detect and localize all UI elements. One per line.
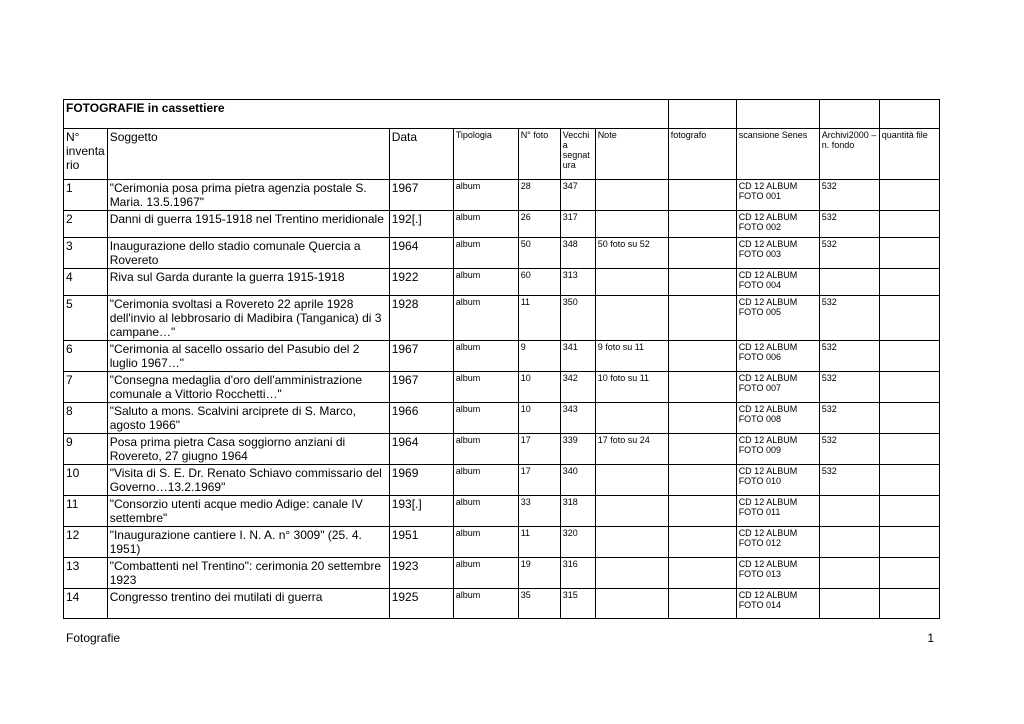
inventory-cell: 2 — [64, 211, 108, 238]
notes-cell — [595, 269, 668, 296]
header-notes: Note — [595, 129, 668, 180]
old-signature-cell: 342 — [560, 372, 595, 403]
old-signature-cell: 317 — [560, 211, 595, 238]
header-row — [64, 129, 940, 180]
notes-cell — [595, 558, 668, 589]
old-signature-cell: 316 — [560, 558, 595, 589]
subject-cell: "Combattenti nel Trentino": cerimonia 20 settembre 1923 — [107, 558, 389, 589]
table-title: FOTOGRAFIE in cassettiere — [64, 100, 669, 129]
photo-count-cell: 9 — [518, 341, 560, 372]
notes-cell — [595, 180, 668, 211]
type-cell: album — [453, 180, 518, 211]
inventory-cell: 6 — [64, 341, 108, 372]
old-signature-cell: 318 — [560, 496, 595, 527]
header-old-signature: Vecchi a segnat ura — [560, 129, 595, 180]
date-cell: 193[.] — [389, 496, 453, 527]
archive-cell: 532 — [819, 434, 879, 465]
type-cell: album — [453, 434, 518, 465]
old-signature-cell: 339 — [560, 434, 595, 465]
subject-cell: Posa prima pietra Casa soggiorno anziani di Rovereto, 27 giugno 1964 — [107, 434, 389, 465]
photographer-cell — [668, 403, 736, 434]
photo-count-cell: 50 — [518, 238, 560, 269]
inventory-cell: 4 — [64, 269, 108, 296]
photo-inventory-table — [63, 99, 940, 619]
table-row — [64, 211, 940, 238]
file-count-cell — [879, 341, 939, 372]
table-row — [64, 238, 940, 269]
subject-cell: Congresso trentino dei mutilati di guerra — [107, 589, 389, 619]
scan-cell: CD 12 ALBUM FOTO 005 — [736, 296, 819, 341]
notes-cell — [595, 527, 668, 558]
type-cell: album — [453, 465, 518, 496]
inventory-cell: 5 — [64, 296, 108, 341]
archive-cell: 532 — [819, 296, 879, 341]
file-count-cell — [879, 238, 939, 269]
date-cell: 1964 — [389, 238, 453, 269]
inventory-cell: 10 — [64, 465, 108, 496]
archive-cell — [819, 527, 879, 558]
table-row — [64, 341, 940, 372]
table-row — [64, 403, 940, 434]
date-cell: 1966 — [389, 403, 453, 434]
date-cell: 192[.] — [389, 211, 453, 238]
file-count-cell — [879, 465, 939, 496]
photo-count-cell: 10 — [518, 403, 560, 434]
file-count-cell — [879, 403, 939, 434]
header-photo-count: N° foto — [518, 129, 560, 180]
archive-cell: 532 — [819, 211, 879, 238]
notes-cell: 10 foto su 11 — [595, 372, 668, 403]
header-date: Data — [389, 129, 453, 180]
old-signature-cell: 343 — [560, 403, 595, 434]
file-count-cell — [879, 211, 939, 238]
date-cell: 1951 — [389, 527, 453, 558]
type-cell: album — [453, 269, 518, 296]
photographer-cell — [668, 589, 736, 619]
type-cell: album — [453, 238, 518, 269]
inventory-cell: 1 — [64, 180, 108, 211]
photo-count-cell: 17 — [518, 434, 560, 465]
subject-cell: "Visita di S. E. Dr. Renato Schiavo commissario del Governo…13.2.1969" — [107, 465, 389, 496]
scan-cell: CD 12 ALBUM FOTO 002 — [736, 211, 819, 238]
scan-cell: CD 12 ALBUM FOTO 014 — [736, 589, 819, 619]
title-empty-cell — [879, 100, 939, 129]
photographer-cell — [668, 180, 736, 211]
table-row — [64, 527, 940, 558]
inventory-cell: 12 — [64, 527, 108, 558]
notes-cell — [595, 589, 668, 619]
table-row — [64, 372, 940, 403]
archive-cell: 532 — [819, 238, 879, 269]
old-signature-cell: 320 — [560, 527, 595, 558]
old-signature-cell: 350 — [560, 296, 595, 341]
photo-count-cell: 26 — [518, 211, 560, 238]
notes-cell: 9 foto su 11 — [595, 341, 668, 372]
photographer-cell — [668, 434, 736, 465]
table-row — [64, 589, 940, 619]
old-signature-cell: 340 — [560, 465, 595, 496]
archive-cell: 532 — [819, 403, 879, 434]
type-cell: album — [453, 589, 518, 619]
subject-cell: Riva sul Garda durante la guerra 1915-1918 — [107, 269, 389, 296]
subject-cell: "Consegna medaglia d'oro dell'amministrazione comunale a Vittorio Rocchetti…" — [107, 372, 389, 403]
type-cell: album — [453, 341, 518, 372]
type-cell: album — [453, 558, 518, 589]
scan-cell: CD 12 ALBUM FOTO 013 — [736, 558, 819, 589]
type-cell: album — [453, 372, 518, 403]
photographer-cell — [668, 211, 736, 238]
subject-cell: "Cerimonia svoltasi a Rovereto 22 aprile 1928 dell'invio al lebbrosario di Madibira (Tanganica) di 3 campane…" — [107, 296, 389, 341]
title-empty-cell — [736, 100, 819, 129]
photo-count-cell: 11 — [518, 527, 560, 558]
type-cell: album — [453, 527, 518, 558]
file-count-cell — [879, 434, 939, 465]
photographer-cell — [668, 465, 736, 496]
date-cell: 1969 — [389, 465, 453, 496]
header-type: Tipologia — [453, 129, 518, 180]
file-count-cell — [879, 589, 939, 619]
notes-cell — [595, 496, 668, 527]
scan-cell: CD 12 ALBUM FOTO 010 — [736, 465, 819, 496]
photo-count-cell: 28 — [518, 180, 560, 211]
scan-cell: CD 12 ALBUM FOTO 003 — [736, 238, 819, 269]
table-row — [64, 434, 940, 465]
subject-cell: Inaugurazione dello stadio comunale Quercia a Rovereto — [107, 238, 389, 269]
archive-cell: 532 — [819, 372, 879, 403]
title-empty-cell — [819, 100, 879, 129]
notes-cell — [595, 465, 668, 496]
inventory-cell: 3 — [64, 238, 108, 269]
scan-cell: CD 12 ALBUM FOTO 012 — [736, 527, 819, 558]
photographer-cell — [668, 558, 736, 589]
archive-cell — [819, 269, 879, 296]
table-row — [64, 269, 940, 296]
photo-count-cell: 60 — [518, 269, 560, 296]
date-cell: 1964 — [389, 434, 453, 465]
notes-cell: 17 foto su 24 — [595, 434, 668, 465]
file-count-cell — [879, 296, 939, 341]
subject-cell: "Cerimonia posa prima pietra agenzia postale S. Maria. 13.5.1967" — [107, 180, 389, 211]
type-cell: album — [453, 296, 518, 341]
header-inventory: N° inventa rio — [64, 129, 108, 180]
date-cell: 1967 — [389, 341, 453, 372]
archive-cell: 532 — [819, 180, 879, 211]
subject-cell: "Consorzio utenti acque medio Adige: canale IV settembre" — [107, 496, 389, 527]
file-count-cell — [879, 558, 939, 589]
file-count-cell — [879, 372, 939, 403]
file-count-cell — [879, 180, 939, 211]
photo-count-cell: 19 — [518, 558, 560, 589]
inventory-cell: 7 — [64, 372, 108, 403]
footer-page-number: 1 — [927, 631, 934, 645]
scan-cell: CD 12 ALBUM FOTO 004 — [736, 269, 819, 296]
footer-section-title: Fotografie — [66, 631, 121, 645]
photo-count-cell: 11 — [518, 296, 560, 341]
header-subject: Soggetto — [107, 129, 389, 180]
date-cell: 1967 — [389, 372, 453, 403]
date-cell: 1925 — [389, 589, 453, 619]
notes-cell — [595, 211, 668, 238]
archive-cell — [819, 558, 879, 589]
scan-cell: CD 12 ALBUM FOTO 007 — [736, 372, 819, 403]
subject-cell: "Cerimonia al sacello ossario del Pasubio del 2 luglio 1967…" — [107, 341, 389, 372]
photo-count-cell: 17 — [518, 465, 560, 496]
photographer-cell — [668, 238, 736, 269]
date-cell: 1928 — [389, 296, 453, 341]
inventory-cell: 13 — [64, 558, 108, 589]
archive-cell: 532 — [819, 341, 879, 372]
photo-count-cell: 35 — [518, 589, 560, 619]
table-row — [64, 296, 940, 341]
old-signature-cell: 348 — [560, 238, 595, 269]
scan-cell: CD 12 ALBUM FOTO 001 — [736, 180, 819, 211]
header-photographer: fotografo — [668, 129, 736, 180]
date-cell: 1923 — [389, 558, 453, 589]
notes-cell — [595, 403, 668, 434]
photographer-cell — [668, 341, 736, 372]
photographer-cell — [668, 372, 736, 403]
photographer-cell — [668, 269, 736, 296]
subject-cell: "Inaugurazione cantiere I. N. A. n° 3009" (25. 4. 1951) — [107, 527, 389, 558]
inventory-cell: 11 — [64, 496, 108, 527]
table-row — [64, 465, 940, 496]
notes-cell — [595, 296, 668, 341]
date-cell: 1967 — [389, 180, 453, 211]
photo-count-cell: 10 — [518, 372, 560, 403]
old-signature-cell: 313 — [560, 269, 595, 296]
photographer-cell — [668, 527, 736, 558]
table-row — [64, 558, 940, 589]
inventory-cell: 9 — [64, 434, 108, 465]
archive-cell — [819, 589, 879, 619]
title-empty-cell — [668, 100, 736, 129]
photographer-cell — [668, 296, 736, 341]
header-scan: scansione Senes — [736, 129, 819, 180]
table-row — [64, 180, 940, 211]
inventory-cell: 8 — [64, 403, 108, 434]
scan-cell: CD 12 ALBUM FOTO 008 — [736, 403, 819, 434]
subject-cell: Danni di guerra 1915-1918 nel Trentino meridionale — [107, 211, 389, 238]
old-signature-cell: 347 — [560, 180, 595, 211]
old-signature-cell: 315 — [560, 589, 595, 619]
scan-cell: CD 12 ALBUM FOTO 011 — [736, 496, 819, 527]
table-row — [64, 496, 940, 527]
type-cell: album — [453, 403, 518, 434]
photographer-cell — [668, 496, 736, 527]
photo-count-cell: 33 — [518, 496, 560, 527]
file-count-cell — [879, 527, 939, 558]
archive-cell: 532 — [819, 465, 879, 496]
scan-cell: CD 12 ALBUM FOTO 009 — [736, 434, 819, 465]
scan-cell: CD 12 ALBUM FOTO 006 — [736, 341, 819, 372]
title-row — [64, 100, 940, 129]
notes-cell: 50 foto su 52 — [595, 238, 668, 269]
old-signature-cell: 341 — [560, 341, 595, 372]
header-file-count: quantità file — [879, 129, 939, 180]
file-count-cell — [879, 496, 939, 527]
inventory-cell: 14 — [64, 589, 108, 619]
header-archive: Archivi2000 – n. fondo — [819, 129, 879, 180]
archive-cell — [819, 496, 879, 527]
subject-cell: "Saluto a mons. Scalvini arciprete di S. Marco, agosto 1966" — [107, 403, 389, 434]
date-cell: 1922 — [389, 269, 453, 296]
type-cell: album — [453, 211, 518, 238]
file-count-cell — [879, 269, 939, 296]
type-cell: album — [453, 496, 518, 527]
